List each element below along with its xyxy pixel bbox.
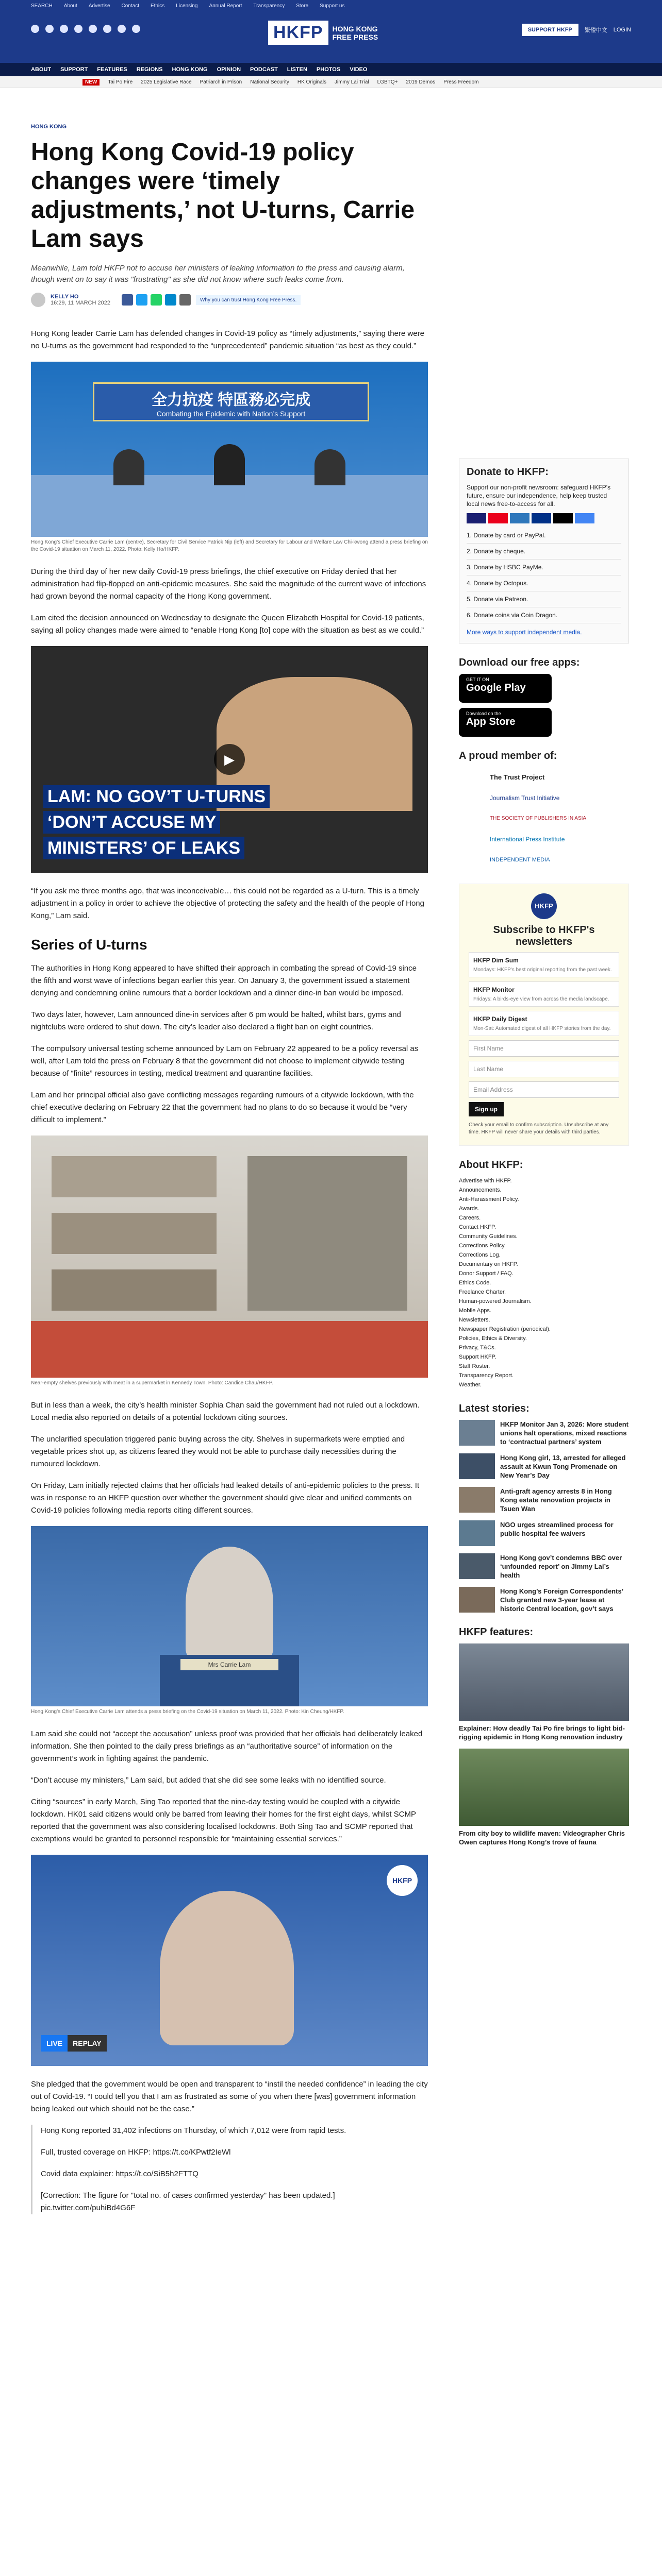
about-link[interactable]: Mobile Apps. <box>459 1308 491 1314</box>
trending-item[interactable]: 2019 Demos <box>406 79 436 85</box>
paragraph: Lam said she could not “accept the accusation” unless proof was provided that her officials had deliberately leaked information. She then pointed to the daily press briefings as an “authoritative source” of information on the government’s work in fighting against the pandemic. <box>31 1730 423 1763</box>
latest-story[interactable] <box>459 1520 629 1546</box>
about-link[interactable]: Policies, Ethics & Diversity. <box>459 1335 527 1342</box>
topbar-transparency[interactable]: Transparency <box>253 3 285 9</box>
article <box>31 124 428 2224</box>
live-video-thumbnail[interactable] <box>31 1855 428 2066</box>
newsletter-name: HKFP Dim Sum <box>473 957 519 964</box>
latest-title: Latest stories: <box>459 1403 529 1414</box>
play-icon[interactable]: ▶ <box>214 744 245 775</box>
nav-podcast[interactable]: PODCAST <box>250 66 278 73</box>
live-video-embed[interactable] <box>31 1855 428 2066</box>
topbar-support[interactable]: Support us <box>320 3 345 9</box>
donate-option[interactable]: 3. Donate by HSBC PayMe. <box>467 560 621 575</box>
newsletter-signup <box>459 884 629 1146</box>
newsletter-option[interactable] <box>469 981 619 1007</box>
video-embed[interactable] <box>31 646 428 873</box>
video-caption-line-2: ‘DON’T ACCUSE MY <box>43 811 220 834</box>
nav-photos[interactable]: PHOTOS <box>316 66 341 73</box>
newsletter-desc: Mondays: HKFP's best original reporting from the past week. <box>473 967 612 973</box>
gplay-small: GET IT ON <box>466 677 489 682</box>
support-button[interactable]: SUPPORT HKFP <box>522 24 578 36</box>
nav-video[interactable]: VIDEO <box>350 66 368 73</box>
video-caption-line-1: LAM: NO GOV’T U-TURNS <box>43 785 270 808</box>
live-label: LIVE <box>41 2035 68 2052</box>
nav-opinion[interactable]: OPINION <box>217 66 241 73</box>
shelf <box>52 1269 217 1311</box>
latest-story[interactable] <box>459 1553 629 1580</box>
story-thumbnail <box>459 1453 495 1479</box>
article-category[interactable]: HONG KONG <box>31 124 67 130</box>
speaker-figure <box>186 1547 273 1660</box>
app-store-button[interactable] <box>459 708 552 737</box>
about-block <box>459 1159 629 1389</box>
story-thumbnail <box>459 1587 495 1613</box>
video-caption-line-3: MINISTERS’ OF LEAKS <box>43 837 244 859</box>
tweet-text: Hong Kong reported 31,402 infections on Thursday, of which 7,012 were from rapid tests. <box>41 2126 346 2135</box>
story-title[interactable]: Hong Kong girl, 13, arrested for alleged assault at Kwun Tong Promenade on New Year’s Day <box>500 1454 626 1479</box>
email-field[interactable]: Email Address <box>469 1081 619 1098</box>
about-link[interactable]: Community Guidelines. <box>459 1233 518 1240</box>
gplay-big: Google Play <box>466 682 526 693</box>
donate-text: Support our non-profit newsroom: safeguard HKFP's future, ensure our independence, help keep trusted local news free-to-access for all. <box>467 484 611 507</box>
topbar-advertise[interactable]: Advertise <box>88 3 110 9</box>
newsletter-desc: Mon-Sat: Automated digest of all HKFP stories from the day. <box>473 1026 611 1031</box>
donate-title: Donate to HKFP: <box>467 466 549 478</box>
more-ways-link[interactable]: More ways to support independent media. <box>467 629 582 636</box>
facebook-share-icon[interactable] <box>122 294 133 306</box>
briefing-photo <box>31 362 428 537</box>
top-utility-bar <box>0 0 662 11</box>
trust-link[interactable]: Why you can trust Hong Kong Free Press. <box>196 295 301 305</box>
nav-features[interactable]: FEATURES <box>97 66 127 73</box>
rss-icon[interactable] <box>132 25 140 33</box>
figure-lam-podium <box>31 1526 428 1716</box>
donate-option[interactable]: 1. Donate by card or PayPal. <box>467 528 621 544</box>
newsletter-note: Check your email to confirm subscription. Unsubscribe at any time. HKFP will never share your details with third parties. <box>469 1122 609 1135</box>
sidebar <box>459 459 629 1860</box>
paragraph: The compulsory universal testing scheme announced by Lam on February 22 appeared to be a policy reversal as well, after Lam told the press on February 8 that the government did not choose to implement citywide testing because of “finite” resources in testing, medical treatment and quarantine facilities. <box>31 1044 419 1078</box>
backdrop-chinese: 全力抗疫 特區務必完成 <box>151 392 311 409</box>
threads-icon[interactable] <box>89 25 97 33</box>
hkfp-logo-icon: HKFP <box>531 893 557 919</box>
article-dek: Meanwhile, Lam told HKFP not to accuse her ministers of leaking information to the press and causing alarm, though went on to say it was "frustrating" as she did not know where such leaks come from. <box>31 264 405 284</box>
donate-option[interactable]: 5. Donate via Patreon. <box>467 591 621 607</box>
author-avatar <box>31 293 45 307</box>
about-link[interactable]: Corrections Log. <box>459 1252 501 1258</box>
lam-podium-photo <box>31 1526 428 1706</box>
last-name-field[interactable]: Last Name <box>469 1061 619 1077</box>
nameplate: Mrs Carrie Lam <box>180 1659 278 1670</box>
tweet-text[interactable]: Covid data explainer: https://t.co/SiB5h2FTTQ <box>41 2170 198 2178</box>
official-centre <box>214 444 245 485</box>
trending-item[interactable]: HK Originals <box>297 79 326 85</box>
main-nav <box>0 63 662 76</box>
about-link[interactable]: Newsletters. <box>459 1317 490 1323</box>
figure-briefing <box>31 362 428 553</box>
photo-caption: Near-empty shelves previously with meat in a supermarket in Kennedy Town. Photo: Candice Chau/HKFP. <box>31 1380 273 1386</box>
photo-caption: Hong Kong’s Chief Executive Carrie Lam attends a press briefing on the Covid-19 situation on March 11, 2022. Photo: Kin Cheung/HKFP. <box>31 1709 344 1715</box>
supermarket-photo <box>31 1136 428 1378</box>
paragraph: Hong Kong leader Carrie Lam has defended changes in Covid-19 policy as “timely adjustments,” saying there were no U-turns as the government had responded to the “unprecedented” pandemic situation “as best as they could.” <box>31 329 424 350</box>
shelf <box>52 1156 217 1197</box>
share-buttons <box>122 294 191 306</box>
paragraph: On Friday, Lam initially rejected claims that her officials had leaked details of anti-epidemic policies to the press. It was in response to an HKFP question over whether the government should give clear and unified comments on Covid-19 policies following media reports citing different sources. <box>31 1481 420 1515</box>
about-link[interactable]: Newspaper Registration (periodical). <box>459 1326 551 1332</box>
trending-item[interactable]: Tai Po Fire <box>108 79 133 85</box>
topbar-about[interactable]: About <box>63 3 77 9</box>
trending-item[interactable]: National Security <box>250 79 289 85</box>
video-thumbnail[interactable] <box>31 646 428 873</box>
features-block <box>459 1626 629 1846</box>
paragraph: “Don’t accuse my ministers,” Lam said, but added that she did see some leaks with no identified source. <box>31 1776 386 1785</box>
member-logo-ipi[interactable]: International Press Institute <box>490 836 565 843</box>
newsletter-option[interactable] <box>469 1011 619 1036</box>
logo-line-1: HONG KONG <box>332 24 378 33</box>
site-logo[interactable] <box>268 21 378 45</box>
trending-item[interactable]: Press Freedom <box>443 79 479 85</box>
about-link[interactable]: Anti-Harassment Policy. <box>459 1196 519 1202</box>
telegram-icon[interactable] <box>103 25 111 33</box>
nav-listen[interactable]: LISTEN <box>287 66 307 73</box>
story-title[interactable]: HKFP Monitor Jan 3, 2026: More student unions halt operations, mixed reactions to ‘contractual partners’ system <box>500 1420 628 1446</box>
instagram-icon[interactable] <box>45 25 54 33</box>
about-link[interactable]: Corrections Policy. <box>459 1243 506 1249</box>
youtube-icon[interactable] <box>74 25 82 33</box>
feature-title[interactable]: Explainer: How deadly Tai Po fire brings to light bid-rigging epidemic in Hong Kong renovation industry <box>459 1724 625 1741</box>
paragraph: During the third day of her new daily Covid-19 press briefings, the chief executive on Friday denied that her administration had flip-flopped on anti-epidemic measures. She said the magnitude of the current wave of infections had grown beyond the normal capacity of the Hong Kong government. <box>31 567 426 601</box>
trending-item[interactable]: Patriarch in Prison <box>200 79 242 85</box>
google-play-button[interactable] <box>459 674 552 703</box>
nav-hong-kong[interactable]: HONG KONG <box>172 66 208 73</box>
about-link[interactable]: Freelance Charter. <box>459 1289 506 1295</box>
article-meta <box>31 293 428 307</box>
about-list <box>459 1176 629 1389</box>
donate-option[interactable]: 2. Donate by cheque. <box>467 544 621 560</box>
official-right <box>315 449 345 485</box>
about-link[interactable]: Human-powered Journalism. <box>459 1298 532 1304</box>
member-block <box>459 750 629 870</box>
tweet-text: [Correction: The figure for "total no. of cases confirmed yesterday" has been updated.] pic.twitter.com/puhiBd4G6F <box>41 2191 335 2212</box>
logo-mark: HKFP <box>268 21 328 45</box>
first-name-field[interactable]: First Name <box>469 1040 619 1057</box>
live-overlay <box>41 2035 107 2052</box>
story-thumbnail <box>459 1553 495 1579</box>
language-link[interactable]: 繁體中文 <box>584 27 607 33</box>
facebook-icon[interactable] <box>31 25 39 33</box>
paragraph: Two days later, however, Lam announced dine-in services after 6 pm would be halted, whilst bars, gyms and nightclubs were ordered to shut down. The city’s leader also declared a flight ban on eight countries. <box>31 1010 401 1031</box>
logo-line-2: FREE PRESS <box>332 32 378 41</box>
about-link[interactable]: Transparency Report. <box>459 1372 514 1379</box>
member-logo-independent-media[interactable]: INDEPENDENT MEDIA <box>490 857 550 863</box>
story-title[interactable]: Hong Kong gov’t condemns BBC over ‘unfounded report’ on Jimmy Lai’s health <box>500 1554 622 1579</box>
about-link[interactable]: Weather. <box>459 1382 482 1388</box>
figure-supermarket <box>31 1136 428 1387</box>
donate-option[interactable]: 4. Donate by Octopus. <box>467 575 621 591</box>
section-heading: Series of U-turns <box>31 937 147 953</box>
newsletter-title: Subscribe to HKFP's newsletters <box>493 924 595 947</box>
newsletter-option[interactable] <box>469 952 619 977</box>
latest-story[interactable] <box>459 1420 629 1446</box>
briefing-backdrop <box>93 382 369 421</box>
backdrop-english: Combating the Epidemic with Nation’s Support <box>156 410 306 418</box>
about-link[interactable]: Documentary on HKFP. <box>459 1261 518 1267</box>
latest-stories <box>459 1403 629 1613</box>
replay-label[interactable]: REPLAY <box>68 2035 107 2052</box>
latest-story[interactable] <box>459 1453 629 1480</box>
about-link[interactable]: Contact HKFP. <box>459 1224 496 1230</box>
byline <box>51 294 110 306</box>
newsletter-desc: Fridays: A birds-eye view from across the media landscape. <box>473 996 609 1002</box>
email-share-icon[interactable] <box>179 294 191 306</box>
about-link[interactable]: Announcements. <box>459 1187 502 1193</box>
feature-image[interactable] <box>459 1643 629 1721</box>
story-thumbnail <box>459 1420 495 1446</box>
shelf <box>52 1213 217 1254</box>
newsletter-name: HKFP Daily Digest <box>473 1015 527 1023</box>
official-left <box>113 449 144 485</box>
topbar-annual-report[interactable]: Annual Report <box>209 3 242 9</box>
latest-story[interactable] <box>459 1487 629 1513</box>
topbar-store[interactable]: Store <box>296 3 309 9</box>
topbar-contact[interactable]: Contact <box>121 3 139 9</box>
signup-button[interactable]: Sign up <box>469 1102 504 1116</box>
header-actions <box>522 24 631 36</box>
telegram-share-icon[interactable] <box>165 294 176 306</box>
whatsapp-share-icon[interactable] <box>151 294 162 306</box>
trending-item[interactable]: LGBTQ+ <box>377 79 398 85</box>
about-link[interactable]: Ethics Code. <box>459 1280 491 1286</box>
trending-bar <box>0 76 662 88</box>
paragraph: Citing “sources” in early March, Sing Tao reported that the nine-day testing would be coupled with a citywide lockdown. HK01 said citizens would only be barred from leaving their homes for the first eight days, whilst SCMP reported that the government was also considering localised lockdowns. Both Sing Tao and SCMP reported that exemptions would be granted to personnel responsible for “maintaining essential services.” <box>31 1798 416 1843</box>
about-link[interactable]: Awards. <box>459 1206 479 1212</box>
member-logo-trust-project[interactable]: The Trust Project <box>490 773 545 781</box>
amex-icon <box>510 513 529 523</box>
paragraph: Lam and her principal official also gave conflicting messages regarding rumours of a citywide lockdown, with the chief executive declaring on February 22 that the government had no plans to do so because it would be “very difficult to implement.” <box>31 1091 414 1124</box>
about-link[interactable]: Advertise with HKFP. <box>459 1178 512 1184</box>
paragraph: She pledged that the government would be open and transparent to “instil the needed confidence” in leading the city out of Covid-19. “I could tell you that I am as frustrated as some of you when there [was] government information being leaked out which should not be the case.” <box>31 2080 428 2113</box>
author-name[interactable]: KELLY HO <box>51 294 79 300</box>
member-logo-sopa[interactable]: THE SOCIETY OF PUBLISHERS IN ASIA <box>490 816 587 821</box>
embedded-tweet <box>31 2125 428 2214</box>
story-thumbnail <box>459 1487 495 1513</box>
article-title: Hong Kong Covid-19 policy changes were ‘timely adjustments,’ not U-turns, Carrie Lam says <box>31 139 415 252</box>
apple-pay-icon <box>553 513 573 523</box>
topbar-licensing[interactable]: Licensing <box>176 3 198 9</box>
member-title: A proud member of: <box>459 750 557 761</box>
about-link[interactable]: Support HKFP. <box>459 1354 496 1360</box>
about-link[interactable]: Donor Support / FAQ. <box>459 1270 514 1277</box>
paragraph: The authorities in Hong Kong appeared to have shifted their approach in combating the spread of Covid-19 since the fifth and worst wave of infections began earlier this year. On January 3, the government issued a statement denying and condemning online rumours that a border lockdown and a dinner dine-in ban would be imposed. <box>31 964 417 997</box>
donate-options <box>467 528 621 623</box>
payment-icons <box>467 513 621 523</box>
login-link[interactable]: LOGIN <box>613 27 631 33</box>
donate-option[interactable]: 6. Donate coins via Coin Dragon. <box>467 607 621 623</box>
paragraph: “If you ask me three months ago, that was inconceivable… this could not be regarded as a U-turn. This is a timely adjustment in a policy in order to achieve the objective of protecting the safety and the health of the people of Hong Kong,” Lam said. <box>31 887 424 920</box>
story-title[interactable]: Anti-graft agency arrests 8 in Hong Kong estate renovation projects in Tsuen Wan <box>500 1487 612 1513</box>
google-pay-icon <box>575 513 594 523</box>
speaker-figure <box>160 1891 294 2045</box>
linkedin-icon[interactable] <box>118 25 126 33</box>
paragraph: Lam cited the decision announced on Wednesday to designate the Queen Elizabeth Hospital for Covid-19 patients, saying all policy changes made were aimed to “enable Hong Kong [to] cope with the situation as best as we could.” <box>31 614 424 635</box>
paragraph: But in less than a week, the city’s health minister Sophia Chan said the government had not ruled out a lockdown. Local media also reported on details of a potential lockdown citing sources. <box>31 1401 420 1422</box>
nav-regions[interactable]: REGIONS <box>136 66 163 73</box>
about-link[interactable]: Careers. <box>459 1215 481 1221</box>
appstore-big: App Store <box>466 716 516 727</box>
about-link[interactable]: Staff Roster. <box>459 1363 490 1369</box>
hkfp-badge-icon: HKFP <box>387 1865 418 1896</box>
story-thumbnail <box>459 1520 495 1546</box>
trending-item[interactable]: Jimmy Lai Trial <box>334 79 369 85</box>
nav-about[interactable]: ABOUT <box>31 66 52 73</box>
about-title: About HKFP: <box>459 1159 523 1171</box>
member-logo-jti[interactable]: Journalism Trust Initiative <box>490 794 560 802</box>
tweet-text[interactable]: Full, trusted coverage on HKFP: https://t.co/KPwtf2IeWl <box>41 2148 231 2157</box>
feature-title[interactable]: From city boy to wildlife maven: Videographer Chris Owen captures Hong Kong’s trove of fauna <box>459 1829 625 1846</box>
appstore-small: Download on the <box>466 711 501 716</box>
apps-block <box>459 657 629 737</box>
publish-date: 16:29, 11 MARCH 2022 <box>51 300 110 306</box>
twitter-share-icon[interactable] <box>136 294 147 306</box>
twitter-icon[interactable] <box>60 25 68 33</box>
newsletter-name: HKFP Monitor <box>473 986 515 993</box>
site-header <box>0 11 662 63</box>
trending-item[interactable]: 2025 Legislative Race <box>141 79 192 85</box>
paragraph: The unclarified speculation triggered panic buying across the city. Shelves in supermarkets were emptied and vegetable prices shot up, as citizens feared they would not be able to purchase daily necessities during the rumoured lockdown. <box>31 1435 405 1468</box>
latest-story[interactable] <box>459 1587 629 1613</box>
feature-image[interactable] <box>459 1749 629 1826</box>
new-badge: NEW <box>82 79 100 86</box>
topbar-search[interactable]: SEARCH <box>31 3 53 9</box>
apps-title: Download our free apps: <box>459 657 580 668</box>
story-title[interactable]: NGO urges streamlined process for public hospital fee waivers <box>500 1521 614 1537</box>
visa-icon <box>467 513 486 523</box>
shelf-unit <box>247 1156 407 1311</box>
produce-display <box>31 1321 428 1378</box>
donate-box <box>459 459 629 643</box>
mastercard-icon <box>488 513 508 523</box>
paypal-icon <box>532 513 551 523</box>
about-link[interactable]: Privacy, T&Cs. <box>459 1345 496 1351</box>
features-title: HKFP features: <box>459 1626 534 1638</box>
photo-caption: Hong Kong’s Chief Executive Carrie Lam (centre), Secretary for Civil Service Patrick Nip (left) and Secretary for Labour and Welfare Law Chi-kwong attend a press briefing on the Covid-19 situation on March 11, 2022. Photo: Kelly Ho/HKFP. <box>31 539 428 552</box>
social-icons <box>31 25 140 33</box>
story-title[interactable]: Hong Kong’s Foreign Correspondents’ Club granted new 3-year lease at historic Central location, gov’t says <box>500 1587 623 1613</box>
topbar-ethics[interactable]: Ethics <box>150 3 165 9</box>
nav-support[interactable]: SUPPORT <box>60 66 88 73</box>
logo-wordmark <box>333 25 378 41</box>
